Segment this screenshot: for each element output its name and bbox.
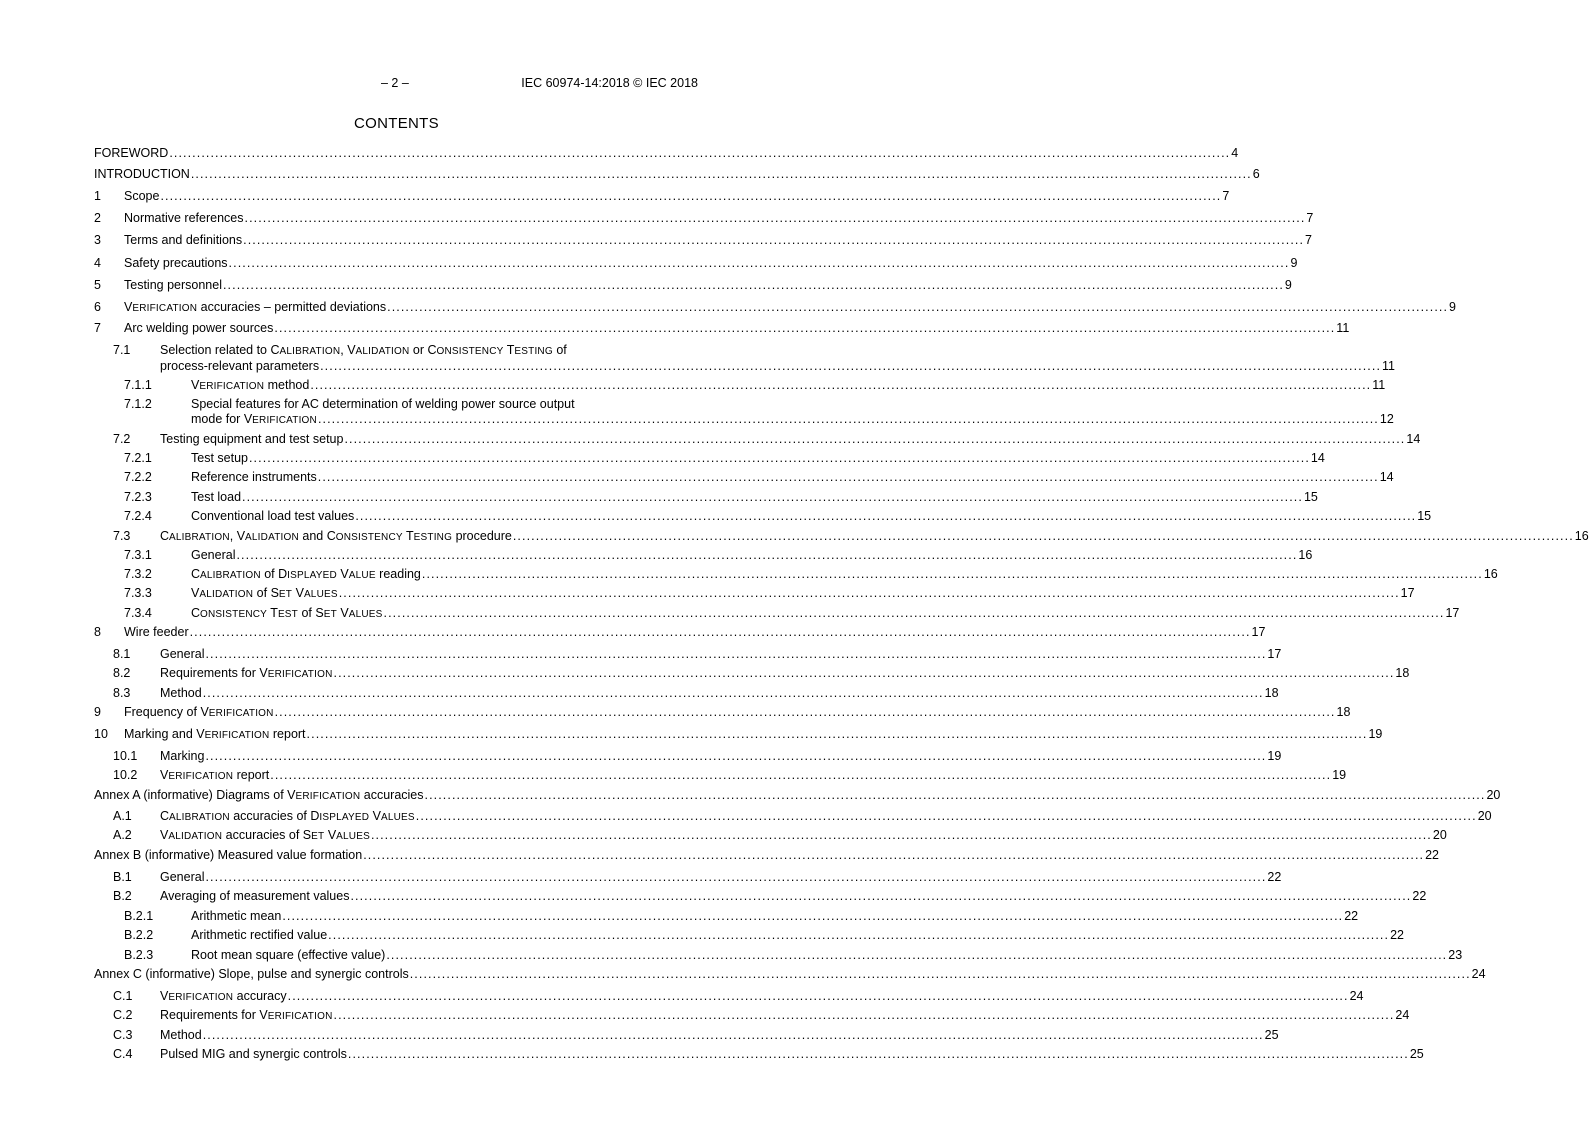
- dot-leader: [191, 167, 1252, 182]
- toc-entry-page: 18: [1395, 666, 1410, 680]
- toc-entry-page: 11: [1382, 359, 1396, 373]
- toc-entry-page: 17: [1400, 586, 1415, 600]
- toc-entry[interactable]: [94, 490, 1318, 505]
- toc-entry-page: 14: [1406, 432, 1421, 446]
- toc-entry-page: 15: [1303, 490, 1318, 504]
- dot-leader: [190, 625, 1251, 640]
- page-header: [0, 76, 793, 92]
- toc-entry-title: General: [191, 548, 236, 562]
- toc-entry-number: 10.1: [113, 749, 138, 763]
- toc-entry-page: 14: [1379, 470, 1394, 484]
- toc-entry-page: 20: [1486, 788, 1501, 802]
- toc-entry-page: 9: [1284, 278, 1292, 292]
- dot-leader: [242, 490, 1303, 505]
- toc-entry-number: 1: [94, 189, 101, 203]
- toc-entry-page: 14: [1310, 451, 1325, 465]
- toc-entry-title: CALIBRATION accuracies of DISPLAYED VALUES: [160, 809, 415, 823]
- toc-entry-title: Terms and definitions: [124, 233, 243, 247]
- toc-entry-number: 7.3.1: [124, 548, 152, 562]
- toc-entry-page: 19: [1368, 727, 1383, 741]
- dot-leader: [384, 606, 1445, 621]
- toc-entry-page: 25: [1264, 1028, 1279, 1042]
- dot-leader: [318, 412, 1379, 427]
- dot-leader: [410, 967, 1471, 982]
- toc-entry[interactable]: [94, 1028, 1279, 1043]
- toc-entry[interactable]: [94, 928, 1404, 943]
- toc-entry[interactable]: [94, 1047, 1424, 1062]
- dot-leader: [282, 909, 1343, 924]
- toc-entry-number: C.3: [113, 1028, 133, 1042]
- dot-leader: [363, 848, 1424, 863]
- toc-entry-number: 8: [94, 625, 101, 639]
- toc-entry[interactable]: [94, 167, 1260, 182]
- toc-entry[interactable]: [94, 397, 1394, 428]
- toc-entry-number: 6: [94, 300, 101, 314]
- toc-entry-number: B.1: [113, 870, 132, 884]
- toc-entry-number: 8.2: [113, 666, 131, 680]
- toc-entry[interactable]: [94, 666, 1410, 682]
- toc-entry-number: 4: [94, 256, 101, 270]
- toc-entry[interactable]: [94, 606, 1460, 622]
- toc-entry-number: 7.2: [113, 432, 131, 446]
- toc-entry-page: 22: [1425, 848, 1440, 862]
- toc-entry-title: CALIBRATION, VALIDATION and CONSISTENCY TESTING procedure: [160, 529, 512, 543]
- toc-entry[interactable]: [94, 889, 1427, 904]
- toc-entry[interactable]: [94, 343, 1396, 374]
- toc-entry-title: General: [160, 870, 205, 884]
- toc-entry[interactable]: [94, 300, 1456, 316]
- toc-entry-number: 7.2.4: [124, 509, 152, 523]
- toc-entry[interactable]: [94, 567, 1498, 583]
- toc-entry-title: Arithmetic mean: [191, 909, 282, 923]
- toc-entry[interactable]: [94, 321, 1350, 336]
- toc-entry-number: 7: [94, 321, 101, 335]
- toc-entry-page: 22: [1344, 909, 1359, 923]
- toc-entry-title: Method: [160, 1028, 202, 1042]
- toc-entry[interactable]: [94, 432, 1421, 447]
- toc-entry[interactable]: [94, 948, 1463, 963]
- dot-leader: [350, 889, 1411, 904]
- toc-entry[interactable]: [94, 768, 1347, 784]
- toc-entry[interactable]: [94, 586, 1415, 602]
- toc-entry-title: VERIFICATION report: [160, 768, 270, 782]
- dot-leader: [169, 146, 1230, 161]
- toc-entry-number: 10: [94, 727, 108, 741]
- toc-entry-title: General: [160, 647, 205, 661]
- toc-entry[interactable]: [94, 509, 1432, 524]
- toc-entry[interactable]: [94, 256, 1298, 271]
- toc-entry-title: Averaging of measurement values: [160, 889, 350, 903]
- dot-leader: [249, 451, 1310, 466]
- toc-entry[interactable]: [94, 686, 1279, 701]
- toc-entry-page: 16: [1483, 567, 1498, 581]
- toc-entry-title: Testing personnel: [124, 278, 222, 292]
- dot-leader: [275, 705, 1336, 720]
- toc-entry-title: VERIFICATION method: [191, 378, 310, 392]
- toc-entry-number: 8.1: [113, 647, 131, 661]
- dot-leader: [236, 548, 1297, 563]
- dot-leader: [310, 378, 1371, 393]
- toc-entry-number: 9: [94, 705, 101, 719]
- toc-entry-title: process-relevant parameters: [160, 359, 320, 373]
- toc-entry-page: 17: [1445, 606, 1460, 620]
- toc-entry-title: CONSISTENCY TEST of SET VALUES: [191, 606, 383, 620]
- dot-leader: [344, 432, 1405, 447]
- toc-entry-page: 18: [1264, 686, 1279, 700]
- toc-entry-title: Marking: [160, 749, 205, 763]
- dot-leader: [320, 359, 1381, 374]
- toc-entry-title: Annex C (informative) Slope, pulse and synergic controls: [94, 967, 409, 981]
- toc-entry[interactable]: [94, 625, 1266, 640]
- toc-entry[interactable]: [94, 529, 1589, 545]
- toc-entry[interactable]: [94, 1008, 1410, 1024]
- dot-leader: [348, 1047, 1409, 1062]
- toc-entry-number: B.2: [113, 889, 132, 903]
- dot-leader: [318, 470, 1379, 485]
- toc-entry-title: VERIFICATION accuracies – permitted deviations: [124, 300, 387, 314]
- toc-entry-number: C.2: [113, 1008, 133, 1022]
- toc-entry[interactable]: [94, 548, 1313, 563]
- toc-entry-page: 11: [1372, 378, 1386, 392]
- toc-entry[interactable]: [94, 233, 1312, 248]
- toc-entry-number: 7.3.4: [124, 606, 152, 620]
- toc-entry-title: Safety precautions: [124, 256, 228, 270]
- dot-leader: [307, 727, 1368, 742]
- toc-entry-title: INTRODUCTION: [94, 167, 190, 181]
- dot-leader: [328, 928, 1389, 943]
- toc-entry-title: Annex A (informative) Diagrams of VERIFICATION accuracies: [94, 788, 424, 802]
- toc-entry[interactable]: [94, 727, 1383, 743]
- toc-entry[interactable]: [94, 989, 1364, 1005]
- toc-entry-title: VALIDATION accuracies of SET VALUES: [160, 828, 370, 842]
- toc-entry-page: 24: [1395, 1008, 1410, 1022]
- toc-entry-page: 22: [1412, 889, 1427, 903]
- page-number: – 2 –: [381, 76, 409, 90]
- toc-entry[interactable]: [94, 909, 1359, 924]
- dot-leader: [513, 529, 1574, 544]
- dot-leader: [205, 647, 1266, 662]
- dot-leader: [274, 321, 1335, 336]
- toc-entry-page: 16: [1574, 529, 1589, 543]
- toc-entry-number: 7.3.2: [124, 567, 152, 581]
- dot-leader: [288, 989, 1349, 1004]
- toc-entry[interactable]: [94, 211, 1314, 226]
- toc-entry[interactable]: [94, 647, 1282, 662]
- toc-entry[interactable]: [94, 848, 1440, 863]
- toc-entry-title: Test setup: [191, 451, 248, 465]
- dot-leader: [229, 256, 1290, 271]
- toc-entry[interactable]: [94, 870, 1282, 885]
- toc-entry-page: 7: [1305, 233, 1312, 247]
- toc-entry-title: VERIFICATION accuracy: [160, 989, 287, 1003]
- toc-entry-title: Requirements for VERIFICATION: [160, 1008, 333, 1022]
- toc-entry-number: 7.3.3: [124, 586, 152, 600]
- toc-entry-page: 24: [1349, 989, 1364, 1003]
- toc-entry-title: mode for VERIFICATION: [191, 412, 317, 426]
- toc-entry-page: 19: [1332, 768, 1347, 782]
- toc-entry[interactable]: [94, 451, 1325, 466]
- dot-leader: [339, 586, 1400, 601]
- toc-entry-number: 7.1.2: [124, 397, 152, 411]
- toc-entry-title: Arc welding power sources: [124, 321, 274, 335]
- toc-entry-number: A.1: [113, 809, 132, 823]
- toc-entry-title: Reference instruments: [191, 470, 317, 484]
- toc-entry-title: Testing equipment and test setup: [160, 432, 344, 446]
- toc-entry-number: C.1: [113, 989, 133, 1003]
- toc-entry-page: 23: [1448, 948, 1463, 962]
- toc-entry-page: 15: [1417, 509, 1432, 523]
- dot-leader: [205, 870, 1266, 885]
- dot-leader: [334, 1008, 1395, 1023]
- toc-entry[interactable]: [94, 809, 1492, 825]
- dot-leader: [355, 509, 1416, 524]
- toc-entry-number: B.2.1: [124, 909, 154, 923]
- toc-entry-number: 7.1.1: [124, 378, 152, 392]
- toc-entry[interactable]: [94, 828, 1447, 844]
- page-title: CONTENTS: [354, 115, 439, 132]
- toc-entry-title: Test load: [191, 490, 242, 504]
- toc-entry-number: C.4: [113, 1047, 133, 1061]
- toc-entry-title: Wire feeder: [124, 625, 189, 639]
- toc-entry-page: 22: [1390, 928, 1404, 942]
- toc-entry-title: Annex B (informative) Measured value formation: [94, 848, 363, 862]
- toc-entry-page: 18: [1336, 705, 1351, 719]
- toc-entry-title: CALIBRATION of DISPLAYED VALUE reading: [191, 567, 421, 581]
- toc-entry-page: 9: [1290, 256, 1298, 270]
- dot-leader: [371, 828, 1432, 843]
- toc-entry-number: 7.2.3: [124, 490, 152, 504]
- toc-entry-title: VALIDATION of SET VALUES: [191, 586, 338, 600]
- dot-leader: [425, 788, 1486, 803]
- dot-leader: [387, 300, 1448, 315]
- toc-entry-number: B.2.3: [124, 948, 154, 962]
- toc-entry[interactable]: [94, 189, 1230, 204]
- toc-entry-title: Frequency of VERIFICATION: [124, 705, 274, 719]
- dot-leader: [223, 278, 1284, 293]
- toc-entry-page: 9: [1449, 300, 1456, 314]
- toc-entry-page: 20: [1432, 828, 1447, 842]
- dot-leader: [203, 1028, 1264, 1043]
- toc-entry-title: FOREWORD: [94, 146, 169, 160]
- toc-entry-number: 8.3: [113, 686, 131, 700]
- dot-leader: [203, 686, 1264, 701]
- toc-entry-page: 24: [1471, 967, 1486, 981]
- toc-entry[interactable]: [94, 278, 1292, 293]
- toc-entry-page: 17: [1251, 625, 1266, 639]
- dot-leader: [422, 567, 1483, 582]
- toc-entry-number: 7.1: [113, 343, 131, 357]
- toc-entry-title-line1: Special features for AC determination of welding power source output: [191, 397, 575, 411]
- toc-entry-title: Normative references: [124, 211, 244, 225]
- toc-entry-page: 12: [1379, 412, 1394, 426]
- toc-entry-number: 7.2.1: [124, 451, 152, 465]
- toc-entry-page: 25: [1409, 1047, 1424, 1061]
- toc-entry-title: Method: [160, 686, 202, 700]
- toc-entry-number: 7.3: [113, 529, 131, 543]
- toc-entry-title: Marking and VERIFICATION report: [124, 727, 306, 741]
- toc-entry-page: 20: [1477, 809, 1492, 823]
- toc-entry[interactable]: [94, 378, 1386, 394]
- toc-entry-page: 22: [1267, 870, 1282, 884]
- toc-entry-page: 6: [1252, 167, 1260, 181]
- toc-entry-page: 11: [1336, 321, 1350, 335]
- dot-leader: [243, 233, 1304, 248]
- toc-entry[interactable]: [94, 967, 1486, 982]
- toc-entry-title: Conventional load test values: [191, 509, 355, 523]
- toc-entry-page: 17: [1267, 647, 1282, 661]
- toc-entry-title-line1: Selection related to CALIBRATION, VALIDATION or CONSISTENCY TESTING of: [160, 343, 567, 357]
- toc-entry-number: A.2: [113, 828, 132, 842]
- toc-entry[interactable]: [94, 705, 1351, 721]
- toc-entry-title: Scope: [124, 189, 160, 203]
- dot-leader: [205, 749, 1266, 764]
- toc-entry-number: B.2.2: [124, 928, 154, 942]
- toc-entry[interactable]: [94, 146, 1239, 161]
- toc-entry-page: 7: [1306, 211, 1314, 225]
- toc-entry[interactable]: [94, 749, 1282, 764]
- toc-entry-page: 7: [1222, 189, 1230, 203]
- dot-leader: [334, 666, 1395, 681]
- toc-entry-title: Pulsed MIG and synergic controls: [160, 1047, 347, 1061]
- toc-entry-page: 16: [1298, 548, 1313, 562]
- dot-leader: [245, 211, 1306, 226]
- dot-leader: [160, 189, 1221, 204]
- toc-entry-title: Root mean square (effective value): [191, 948, 386, 962]
- toc-entry-page: 4: [1231, 146, 1239, 160]
- toc-entry[interactable]: [94, 470, 1394, 485]
- toc-entry-page: 19: [1267, 749, 1282, 763]
- standard-reference: IEC 60974-14:2018 © IEC 2018: [521, 76, 698, 90]
- toc-entry-number: 5: [94, 278, 101, 292]
- toc-entry-title: Arithmetic rectified value: [191, 928, 328, 942]
- dot-leader: [270, 768, 1331, 783]
- toc-entry[interactable]: [94, 788, 1501, 804]
- toc-entry-number: 2: [94, 211, 101, 225]
- dot-leader: [386, 948, 1447, 963]
- toc-entry-number: 10.2: [113, 768, 138, 782]
- toc-entry-number: 7.2.2: [124, 470, 152, 484]
- toc-entry-number: 3: [94, 233, 101, 247]
- dot-leader: [416, 809, 1477, 824]
- toc-entry-title: Requirements for VERIFICATION: [160, 666, 333, 680]
